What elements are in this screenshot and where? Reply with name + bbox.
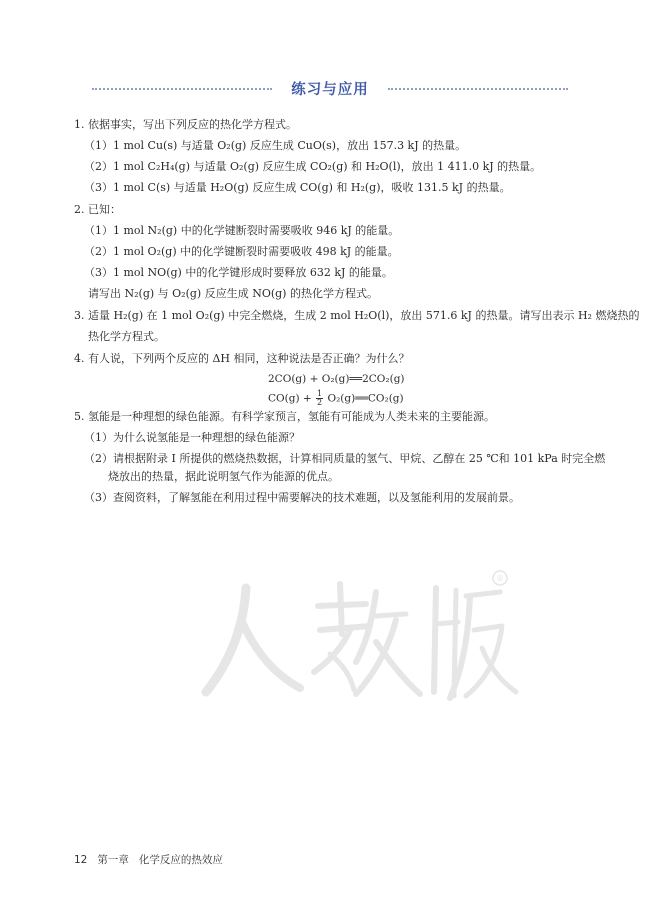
registered-mark: ® (496, 574, 504, 583)
question-3-line-2: 热化学方程式。 (88, 330, 165, 343)
fraction-numerator: 1 (317, 389, 323, 398)
page-footer (74, 852, 223, 867)
question-2-stem: 2. 已知： (74, 203, 121, 216)
fraction-denominator: 2 (317, 398, 323, 407)
section-title: 练习与应用 (291, 82, 369, 98)
question-2-part-1: （1）1 mol N₂(g) 中的化学键断裂时需要吸收 946 kJ 的能量。 (84, 224, 400, 237)
chapter-title: 化学反应的热效应 (138, 854, 223, 866)
question-2-ask: 请写出 N₂(g) 与 O₂(g) 反应生成 NO(g) 的热化学方程式。 (88, 287, 378, 300)
page-number: 12 (74, 854, 88, 866)
section-header (92, 78, 568, 100)
equation-1: 2CO(g) + O₂(g)══2CO₂(g) (268, 373, 405, 385)
header-dotted-rule-left (92, 88, 272, 90)
equation-2-right: O₂(g)══CO₂(g) (327, 392, 404, 405)
question-5-part-2-line-1: （2）请根据附录 I 所提供的燃烧热数据，计算相同质量的氢气、甲烷、乙醇在 25 ℃和 101 kPa 时完全燃 (84, 452, 606, 465)
question-5-part-1: （1）为什么说氢能是一种理想的绿色能源？ (84, 431, 300, 444)
watermark-logo (200, 570, 530, 720)
question-1-stem: 1. 依据事实，写出下列反应的热化学方程式。 (74, 118, 297, 131)
question-1-part-2: （2）1 mol C₂H₄(g) 与适量 O₂(g) 反应生成 CO₂(g) 和 H₂O(l)，放出 1 411.0 kJ 的热量。 (84, 160, 542, 173)
question-5-part-3: （3）查阅资料，了解氢能在利用过程中需要解决的技术难题，以及氢能利用的发展前景。 (84, 491, 520, 504)
equation-2-left: CO(g) + (268, 392, 312, 405)
question-5-part-2-line-2: 烧放出的热量，据此说明氢气作为能源的优点。 (108, 470, 339, 483)
question-3-line-1: 3. 适量 H₂(g) 在 1 mol O₂(g) 中完全燃烧，生成 2 mol H₂O(l)，放出 571.6 kJ 的热量。请写出表示 H₂ 燃烧热的 (74, 309, 640, 322)
equation-2 (268, 390, 404, 407)
header-dotted-rule-right (388, 88, 568, 90)
fraction-one-half (316, 390, 323, 407)
question-2-part-2: （2）1 mol O₂(g) 中的化学键断裂时需要吸收 498 kJ 的能量。 (84, 245, 399, 258)
chapter-label: 第一章 (97, 854, 129, 866)
publisher-watermark (200, 570, 530, 720)
question-1-part-1: （1）1 mol Cu(s) 与适量 O₂(g) 反应生成 CuO(s)，放出 157.3 kJ 的热量。 (84, 139, 467, 152)
question-1-part-3: （3）1 mol C(s) 与适量 H₂O(g) 反应生成 CO(g) 和 H₂(g)，吸收 131.5 kJ 的热量。 (84, 181, 511, 194)
question-2-part-3: （3）1 mol NO(g) 中的化学键形成时要释放 632 kJ 的能量。 (84, 266, 393, 279)
question-4-stem: 4. 有人说，下列两个反应的 ΔH 相同，这种说法是否正确？为什么？ (74, 352, 410, 365)
question-5-stem: 5. 氢能是一种理想的绿色能源。有科学家预言，氢能有可能成为人类未来的主要能源。 (74, 410, 495, 423)
